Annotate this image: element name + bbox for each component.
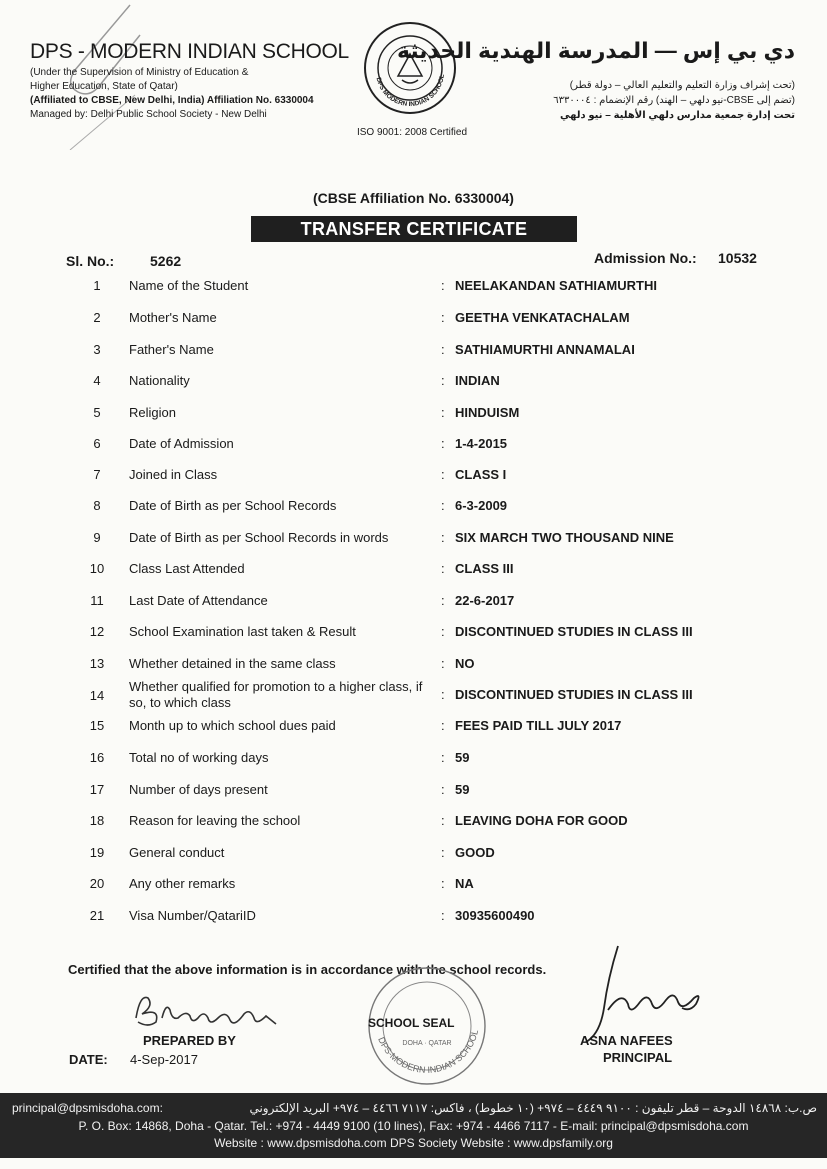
school-logo: [362, 20, 458, 116]
row-value: 59: [455, 782, 470, 797]
row-label: Religion: [129, 405, 176, 420]
row-value: 30935600490: [455, 908, 535, 923]
row-colon: :: [441, 908, 445, 923]
row-colon: :: [441, 876, 445, 891]
row-colon: :: [441, 436, 445, 451]
row-number: 8: [93, 498, 101, 513]
date-value: 4-Sep-2017: [130, 1052, 198, 1067]
row-colon: :: [441, 656, 445, 671]
serial-label: Sl. No.:: [66, 253, 115, 269]
row-colon: :: [441, 561, 445, 576]
row-number: 11: [90, 593, 104, 608]
row-number: 19: [89, 845, 105, 860]
row-number: 3: [93, 342, 101, 357]
row-value: CLASS I: [455, 467, 507, 482]
row-number: 18: [89, 813, 105, 828]
field-row: [0, 718, 827, 746]
row-label: Total no of working days: [129, 750, 269, 765]
row-colon: :: [441, 687, 445, 702]
footer-contact-line: P. O. Box: 14868, Doha - Qatar. Tel.: +974 - 4449 9100 (10 lines), Fax: +974 - 4466 7117 - E-mail: principal@dpsmisdoha.com: [78, 1119, 749, 1133]
row-value: SATHIAMURTHI ANNAMALAI: [455, 342, 635, 357]
arabic-line-3: تحت إدارة جمعية مدارس دلهي الأهلية – نيو دلهي: [560, 110, 795, 121]
field-row: [0, 373, 827, 401]
row-number: 9: [93, 530, 101, 545]
row-colon: :: [441, 342, 445, 357]
field-row: [0, 750, 827, 778]
row-value: GOOD: [455, 845, 495, 860]
svg-text:DPS MODERN INDIAN SCHOOL: [375, 74, 446, 108]
field-row: [0, 467, 827, 495]
seal-ring-text: DPS-MODERN INDIAN SCHOOL: [376, 1028, 481, 1075]
row-label: Whether qualified for promotion to a higher class, if so, to which class: [129, 679, 423, 710]
footer-website-line: Website : www.dpsmisdoha.com DPS Society Website : www.dpsfamily.org: [214, 1136, 613, 1150]
row-label: Number of days present: [129, 782, 268, 797]
row-label: Joined in Class: [129, 467, 218, 482]
principal-signature: [578, 938, 718, 1048]
admission-label: Admission No.:: [594, 250, 697, 266]
school-seal-label: SCHOOL SEAL: [368, 1016, 455, 1030]
row-colon: :: [441, 373, 445, 388]
row-label: Visa Number/QatariID: [129, 908, 256, 923]
field-row: [0, 876, 827, 904]
field-row: [0, 530, 827, 558]
field-row: [0, 679, 827, 715]
seal-center-text: DOHA · QATAR: [402, 1040, 452, 1047]
row-colon: :: [441, 750, 445, 765]
row-colon: :: [441, 405, 445, 420]
prepared-by-label: PREPARED BY: [143, 1033, 236, 1048]
field-row: [0, 624, 827, 652]
row-label: Date of Admission: [129, 436, 234, 451]
row-value: SIX MARCH TWO THOUSAND NINE: [455, 530, 674, 545]
row-label: General conduct: [129, 845, 225, 860]
footer-bar: [0, 1093, 827, 1158]
arabic-line-1: (تحت إشراف وزارة التعليم والتعليم العالي – دولة قطر): [569, 80, 795, 91]
field-row: [0, 498, 827, 526]
row-value: DISCONTINUED STUDIES IN CLASS III: [455, 687, 693, 702]
field-row: [0, 908, 827, 936]
row-value: LEAVING DOHA FOR GOOD: [455, 813, 628, 828]
row-colon: :: [441, 845, 445, 860]
principal-title: PRINCIPAL: [603, 1050, 673, 1065]
row-colon: :: [441, 530, 445, 545]
footer-email: principal@dpsmisdoha.com:: [12, 1101, 163, 1115]
supervision-line-1: (Under the Supervision of Ministry of Education &: [30, 67, 249, 78]
iso-certification: ISO 9001: 2008 Certified: [356, 127, 468, 138]
row-label: Name of the Student: [129, 278, 249, 293]
footer-arabic: ص.ب: ١٤٨٦٨ الدوحة – قطر تليفون : ٩١٠٠ ٤٤٤٩ – ٩٧٤+ (١٠ خطوط) ، فاكس: ٧١١٧ ٤٤٦٦ – ٩٧٤+ البريد الإلكتروني: [249, 1101, 817, 1115]
row-number: 15: [89, 718, 105, 733]
row-number: 20: [89, 876, 105, 891]
date-label: DATE:: [69, 1052, 108, 1067]
footer-line-1: [12, 1101, 817, 1115]
document-title: TRANSFER CERTIFICATE: [251, 216, 577, 242]
row-label: Month up to which school dues paid: [129, 718, 336, 733]
row-value: GEETHA VENKATACHALAM: [455, 310, 630, 325]
row-colon: :: [441, 782, 445, 797]
row-label: Class Last Attended: [129, 561, 245, 576]
row-value: NO: [455, 656, 475, 671]
row-label: Any other remarks: [129, 876, 236, 891]
row-colon: :: [441, 310, 445, 325]
row-label: Whether detained in the same class: [129, 656, 336, 671]
arabic-line-2: (تضم إلى CBSE-نيو دلهي – الهند) رقم الإنضمام : ٦٣٣٠٠٠٤: [553, 95, 795, 106]
serial-value: 5262: [150, 253, 182, 269]
admission-value: 10532: [718, 250, 757, 266]
row-label: Date of Birth as per School Records: [129, 498, 337, 513]
school-name-english: DPS - MODERN INDIAN SCHOOL: [30, 40, 349, 63]
row-label: Last Date of Attendance: [129, 593, 268, 608]
row-number: 16: [89, 750, 105, 765]
field-row: [0, 310, 827, 338]
row-number: 21: [89, 908, 105, 923]
row-colon: :: [441, 593, 445, 608]
field-row: [0, 593, 827, 621]
header-right-info: [495, 78, 795, 123]
row-value: INDIAN: [455, 373, 500, 388]
field-row: [0, 405, 827, 433]
row-colon: :: [441, 718, 445, 733]
row-number: 5: [93, 405, 101, 420]
row-label: Nationality: [129, 373, 190, 388]
logo-ring-text: DPS MODERN INDIAN SCHOOL: [374, 73, 446, 109]
row-value: NA: [455, 876, 474, 891]
row-colon: :: [441, 498, 445, 513]
field-row: [0, 436, 827, 464]
row-number: 13: [89, 656, 105, 671]
supervision-line-2: Higher Education, State of Qatar): [30, 81, 178, 92]
field-row: [0, 813, 827, 841]
preparer-signature: [126, 988, 296, 1038]
svg-text:DPS-MODERN INDIAN SCHOOL: [376, 1029, 480, 1075]
row-value: HINDUISM: [455, 405, 520, 420]
row-number: 2: [93, 310, 101, 325]
row-label: Father's Name: [129, 342, 214, 357]
row-label: Date of Birth as per School Records in words: [129, 530, 389, 545]
managed-by-line: Managed by: Delhi Public School Society - New Delhi: [30, 109, 267, 120]
row-number: 6: [93, 436, 101, 451]
row-value: 1-4-2015: [455, 436, 508, 451]
row-number: 1: [93, 278, 101, 293]
header-left-info: [30, 66, 330, 122]
row-value: NEELAKANDAN SATHIAMURTHI: [455, 278, 657, 293]
field-row: [0, 561, 827, 589]
cbse-affiliation: (CBSE Affiliation No. 6330004): [313, 190, 514, 206]
row-label: Mother's Name: [129, 310, 217, 325]
row-value: 22-6-2017: [455, 593, 515, 608]
school-name-arabic: دي بي إس — المدرسة الهندية الحديثة: [396, 38, 795, 63]
row-number: 4: [93, 373, 101, 388]
row-number: 14: [89, 688, 105, 703]
certification-statement: Certified that the above information is in accordance with the school records.: [68, 962, 547, 977]
row-colon: :: [441, 278, 445, 293]
field-row: [0, 342, 827, 370]
row-number: 7: [93, 467, 101, 482]
row-value: DISCONTINUED STUDIES IN CLASS III: [455, 624, 693, 639]
row-colon: :: [441, 813, 445, 828]
row-colon: :: [441, 624, 445, 639]
field-row: [0, 782, 827, 810]
row-number: 12: [89, 624, 105, 639]
affiliation-line: (Affiliated to CBSE, New Delhi, India) Affiliation No. 6330004: [30, 95, 314, 106]
row-label: School Examination last taken & Result: [129, 624, 356, 639]
row-value: 6-3-2009: [455, 498, 508, 513]
row-number: 17: [89, 782, 105, 797]
field-row: [0, 278, 827, 306]
row-value: FEES PAID TILL JULY 2017: [455, 718, 622, 733]
row-colon: :: [441, 467, 445, 482]
row-number: 10: [89, 561, 105, 576]
row-value: CLASS III: [455, 561, 514, 576]
principal-name: ASNA NAFEES: [580, 1033, 673, 1048]
row-value: 59: [455, 750, 470, 765]
field-row: [0, 845, 827, 873]
row-label: Reason for leaving the school: [129, 813, 301, 828]
